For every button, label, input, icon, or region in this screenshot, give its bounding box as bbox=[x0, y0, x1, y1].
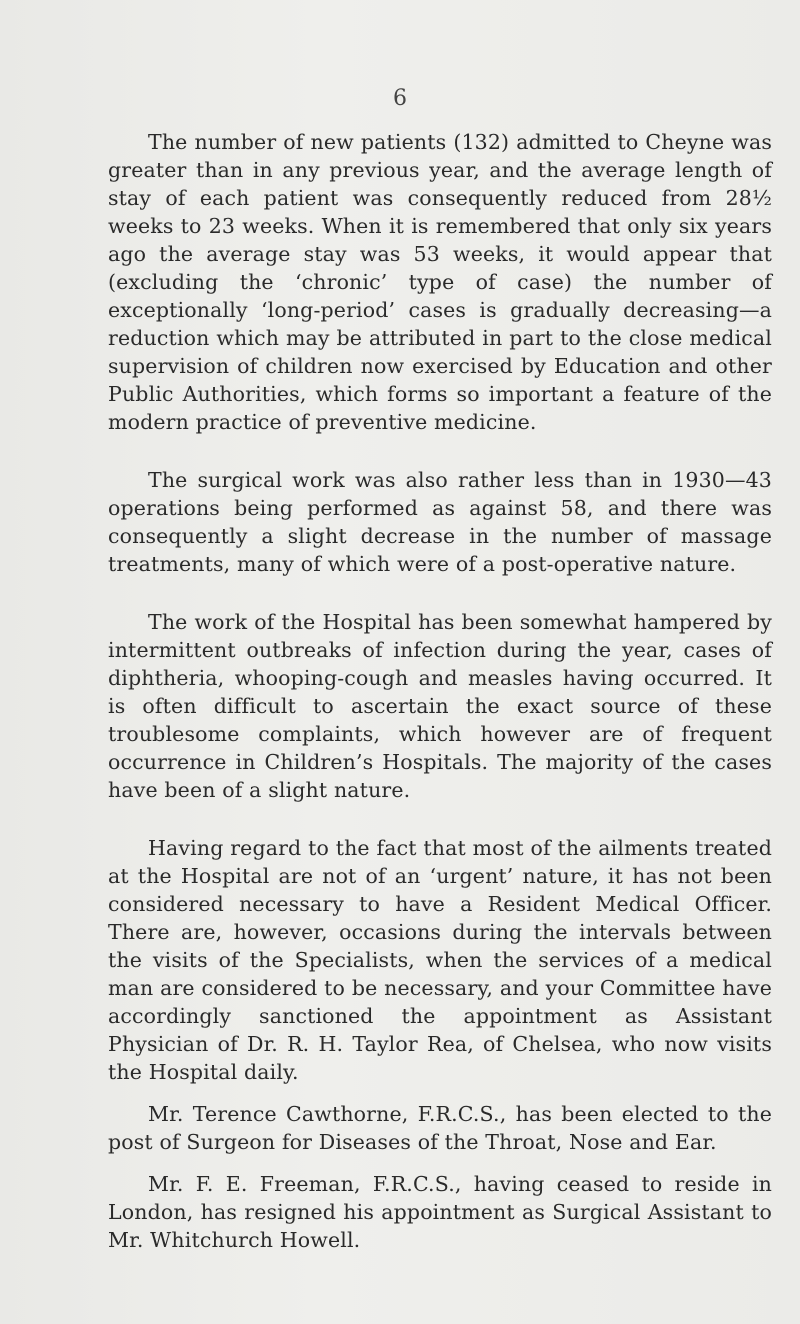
paragraph-cawthorne: Mr. Terence Cawthorne, F.R.C.S., has been elected to the post of Surgeon for Diseases of the Throat, Nose and Ear. bbox=[108, 1102, 772, 1154]
page-number: 6 bbox=[393, 86, 407, 111]
paragraph-freeman: Mr. F. E. Freeman, F.R.C.S., having ceased to reside in London, has resigned his appointment as Surgical Assistant to Mr. Whitchurch Howell. bbox=[108, 1172, 772, 1252]
paragraph-infection: The work of the Hospital has been somewhat hampered by intermittent outbreaks of infection during the year, cases of diphtheria, whooping-cough and measles having occurred. It is often difficult to ascertain the exact source of these troublesome complaints, which however are of frequent occurrence in Children’s Hospitals. The majority of the cases have been of a slight nature. bbox=[108, 610, 772, 802]
body-text bbox=[108, 128, 772, 1284]
paragraph-surgical-work: The surgical work was also rather less than in 1930—43 operations being performed as against 58, and there was consequently a slight decrease in the number of massage treatments, many of which were of a post-operative nature. bbox=[108, 468, 772, 576]
paragraph-medical-officer: Having regard to the fact that most of the ailments treated at the Hospital are not of an ‘urgent’ nature, it has not been considered necessary to have a Resident Medical Officer. There are, however, occasions during the intervals between the visits of the Specialists, when the services of a medical man are considered to be necessary, and your Committee have accordingly sanctioned the appointment as Assistant Physician of Dr. R. H. Taylor Rea, of Chelsea, who now visits the Hospital daily. bbox=[108, 836, 772, 1084]
paragraph-admissions: The number of new patients (132) admitted to Cheyne was greater than in any previous year, and the average length of stay of each patient was consequently reduced from 28½ weeks to 23 weeks. When it is remembered that only six years ago the average stay was 53 weeks, it would appear that (excluding the ‘chronic’ type of case) the number of exceptionally ‘long-period’ cases is gradually decreasing—a reduction which may be attributed in part to the close medical supervision of children now exercised by Education and other Public Authorities, which forms so important a feature of the modern practice of preventive medicine. bbox=[108, 130, 772, 434]
